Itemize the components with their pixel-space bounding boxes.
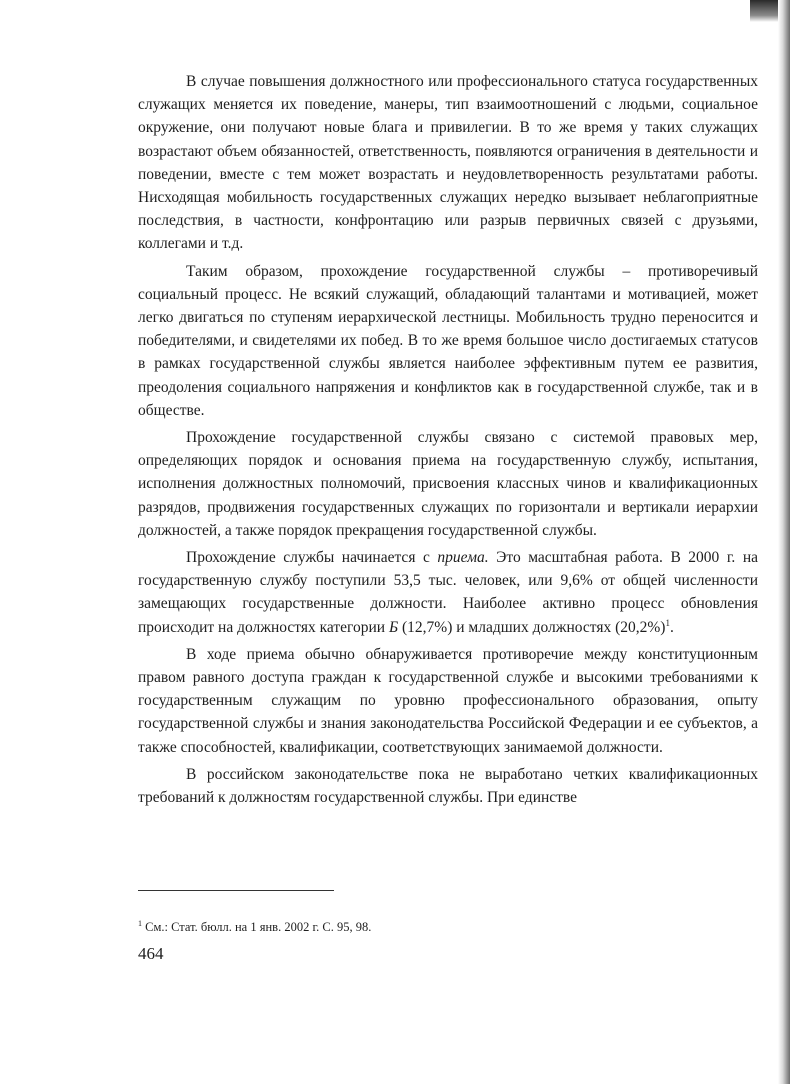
scan-shadow-right <box>778 0 790 1084</box>
paragraph-2: Таким образом, прохождение государственной службы – противоречивый социальный процесс. Не всякий служащий, обладающий талантами и мотивацией, может легко двигаться по ступеням иерархической лестницы. Мобильность трудно переносится и победителями, и свидетелями их побед. В то же время большое число достигаемых статусов в рамках государственной службы является наиболее эффективным путем ее развития, преодоления социального напряжения и конфликтов как в государственной службе, так и в обществе. <box>138 262 758 419</box>
page-body <box>138 70 758 809</box>
paragraph-5: В ходе приема обычно обнаруживается противоречие между конституционным правом равного доступа граждан к государственной службе и высокими требованиями к государственным служащим по уровню профессионального образования, опыту государственной службы и знания законодательства Российской Федерации и ее субъектов, а также способностей, квалификации, соответствующих занимаемой должности. <box>138 645 758 756</box>
paragraph-4-middle: Это масштабная работа. В 2000 г. на государственную службу поступили 53,5 тыс. человек, или 9,6% от общей численности замещающих государственные должности. Наиболее активно процесс обновления происходит на должностях категории <box>138 549 758 636</box>
category-letter: Б <box>388 618 399 636</box>
paragraph-4-after: (12,7%) и младших должностях (20,2%) <box>398 618 666 636</box>
paragraph-4-start: Прохождение службы начинается с <box>186 549 438 567</box>
footnote-divider <box>138 890 334 891</box>
footnote-marker: 1 <box>138 919 142 928</box>
page-number: 464 <box>138 944 164 963</box>
emphasis-priema: приема. <box>437 549 489 567</box>
footnote <box>138 916 758 935</box>
paragraph-4 <box>138 546 758 639</box>
paragraph-3: Прохождение государственной службы связано с системой правовых мер, определяющих порядок и основания приема на государственную службу, испытания, исполнения должностных полномочий, присвоения классных чинов и квалификационных разрядов, продвижения государственных служащих по горизонтали и вертикали иерархии должностей, а также порядок прекращения государственной службы. <box>138 429 758 539</box>
paragraph-6: В российском законодательстве пока не выработано четких квалификационных требований к должностям государственной службы. При единстве <box>138 765 758 807</box>
paragraph-4-end: . <box>669 618 674 636</box>
paragraph-1: В случае повышения должностного или профессионального статуса государственных служащих меняется их поведение, манеры, тип взаимоотношений с людьми, социальное окружение, они получают новые блага и привилегии. В то же время у таких служащих возрастают объем обязанностей, ответственность, появляются ограничения в деятельности и поведении, вместе с тем может возрастать и неудовлетворенность результатами работы. Нисходящая мобильность государственных служащих нередко вызывает неблагоприятные последствия, в частности, конфронтацию или разрыв первичных связей с друзьями, коллегами и т.д. <box>138 73 758 253</box>
footnote-reference: 1 <box>665 617 670 628</box>
footnote-text: См.: Стат. бюлл. на 1 янв. 2002 г. С. 95, 98. <box>142 920 372 935</box>
